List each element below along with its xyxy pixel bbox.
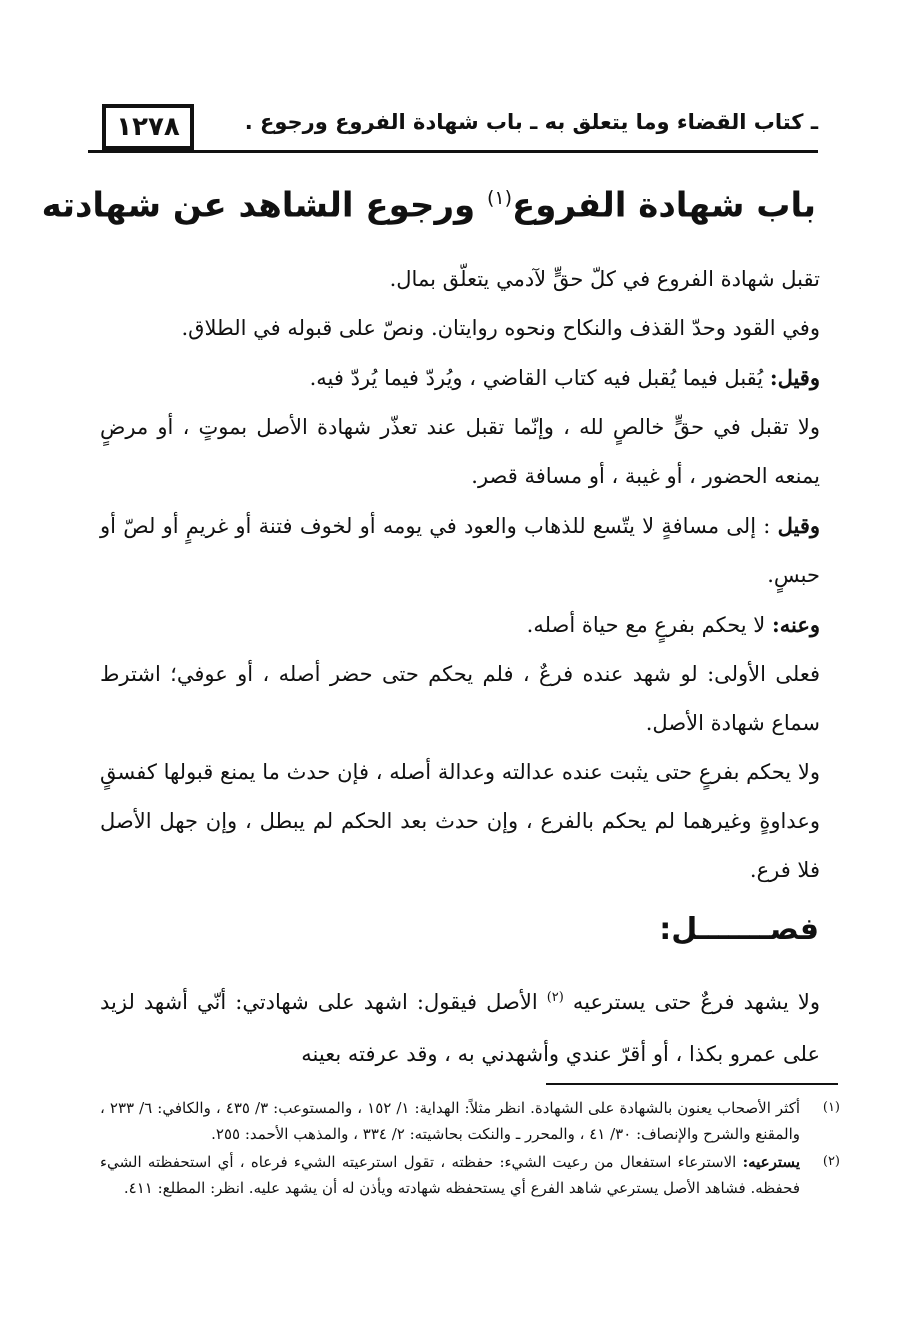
paragraph-text: لا يحكم بفرعٍ مع حياة أصله. xyxy=(526,613,772,637)
paragraph-text: يُقبل فيما يُقبل فيه كتاب القاضي ، ويُردّ فيما يُردّ فيه. xyxy=(309,366,770,390)
footnote-body: الاسترعاء استفعال من رعيت الشيء: حفظته ، تقول استرعيته الشيء فرعاه ، أي استحفظته الشيء فحفظه. فشاهد الأصل يسترعي شاهد الفرع أي يستحفظه شهادته ويأذن له أن يشهد عليه. انظر: المطلع: ٤١١. xyxy=(100,1153,800,1197)
footnote-ref-2: (٢) xyxy=(546,990,564,1005)
footnote-rule xyxy=(546,1083,838,1085)
chapter-title-part1: باب شهادة الفروع xyxy=(512,185,816,226)
footnote xyxy=(100,1095,840,1147)
running-title: ـ كتاب القضاء وما يتعلق به ـ باب شهادة الفروع ورجوع . xyxy=(244,110,818,134)
chapter-title-part2: ورجوع الشاهد عن شهادته xyxy=(41,185,487,226)
footnote-mark: (١) xyxy=(822,1100,840,1115)
paragraph: تقبل شهادة الفروع في كلّ حقٍّ لآدمي يتعلّق بمال. xyxy=(389,267,820,291)
paragraph-text: : إلى مسافةٍ لا يتّسع للذهاب والعود في يومه أو لخوف فتنة أو غريمٍ أو لصّ أو حبسٍ. xyxy=(100,514,820,587)
paragraph-text: الأصل فيقول: اشهد على شهادتي: أنّي أشهد لزيد على عمرو بكذا ، أو أقرّ عندي وأشهدني به ، وقد عرفته بعينه xyxy=(100,990,820,1066)
footnote-ref-1: (١) xyxy=(486,187,513,209)
paragraph-text: ولا يشهد فرعٌ حتى يسترعيه xyxy=(563,990,820,1014)
footnote xyxy=(100,1149,840,1201)
running-header xyxy=(88,100,818,160)
paragraph xyxy=(100,353,820,403)
footnote-mark: (٢) xyxy=(822,1154,840,1169)
paragraph: فعلى الأولى: لو شهد عنده فرعٌ ، فلم يحكم حتى حضر أصله ، أو عوفي؛ اشترط سماع شهادة الأصل. xyxy=(100,662,820,735)
footnote-label: يسترعيه: xyxy=(742,1153,800,1171)
paragraph xyxy=(100,600,820,650)
section-body xyxy=(100,972,820,1080)
page-number: ١٢٧٨ xyxy=(102,104,194,150)
paragraph: ولا تقبل في حقٍّ خالصٍ لله ، وإنّما تقبل عند تعذّر شهادة الأصل بموتٍ ، أو مرضٍ يمنعه الحضور ، أو غيبة ، أو مسافة قصر. xyxy=(100,415,820,488)
paragraph-label: وعنه: xyxy=(771,612,820,637)
section-heading: فصـــــــل: xyxy=(659,912,819,947)
footnote-text xyxy=(100,1149,800,1201)
body-text xyxy=(100,255,820,895)
paragraph xyxy=(100,501,820,600)
paragraph-label: وقيل: xyxy=(769,365,820,390)
paragraph-label: وقيل xyxy=(777,513,821,538)
chapter-title xyxy=(41,172,816,231)
header-rule xyxy=(88,150,818,153)
footnote-text: أكثر الأصحاب يعنون بالشهادة على الشهادة. انظر مثلاً: الهداية: ١/ ١٥٢ ، والمستوعب: ٣/ ٤٣٥ ، والكافي: ٦/ ٢٣٣ ، والمقنع والشرح والإنصاف: ٣٠/ ٤١ ، والمحرر ـ والنكت بحاشيته: ٢/ ٣٣٤ ، والمذهب الأحمد: ٢٥٥. xyxy=(100,1099,801,1143)
footnotes xyxy=(100,1095,840,1203)
paragraph: وفي القود وحدّ القذف والنكاح ونحوه روايتان. ونصّ على قبوله في الطلاق. xyxy=(181,316,820,340)
paragraph xyxy=(100,972,820,1080)
paragraph: ولا يحكم بفرعٍ حتى يثبت عنده عدالته وعدالة أصله ، فإن حدث ما يمنع قبولها كفسقٍ وعداوةٍ وغيرهما لم يحكم بالفرع ، وإن حدث بعد الحكم لم يبطل ، وإن جهل الأصل فلا فرع. xyxy=(100,760,820,882)
